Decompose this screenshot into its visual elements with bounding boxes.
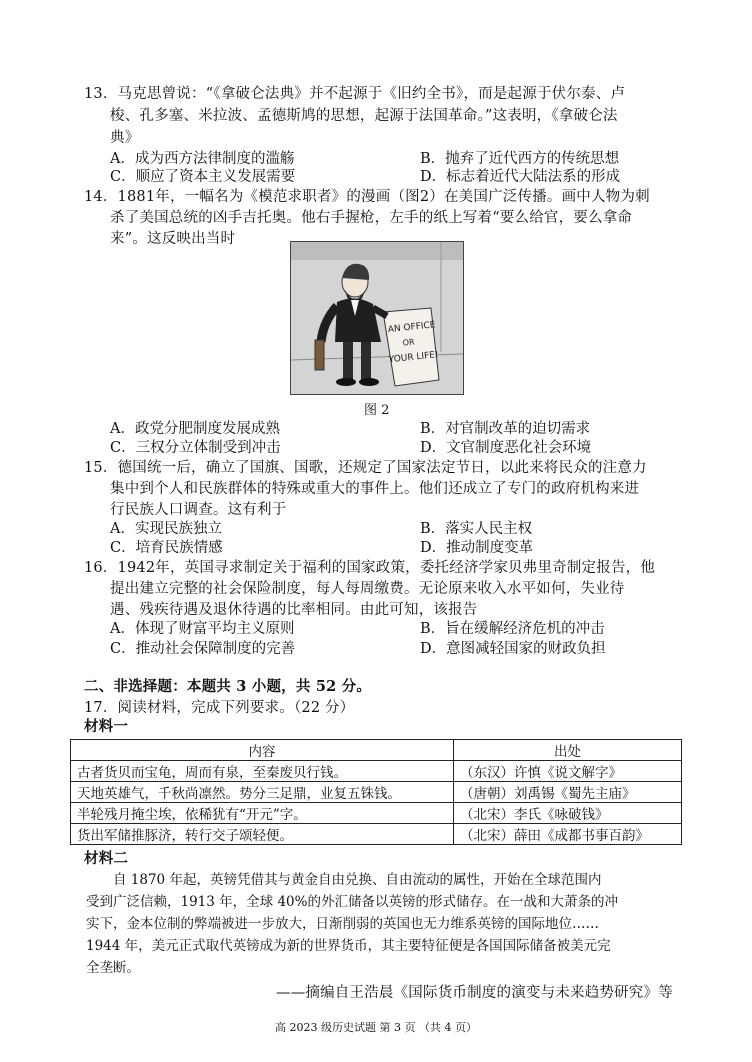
- q16-option-b: B．旨在缓解经济危机的冲击: [420, 621, 605, 637]
- material-2-label: 材料二: [84, 850, 129, 867]
- q16-option-c: C．推动社会保障制度的完善: [110, 641, 296, 657]
- q14-option-a: A．政党分肥制度发展成熟: [110, 421, 280, 437]
- cartoon-paper-line-2: OR: [402, 337, 416, 348]
- q15-option-a: A．实现民族独立: [110, 521, 222, 537]
- table-cell-source: （北宋）李氏《咏破钱》: [454, 803, 682, 824]
- q15-line-1: 15．德国统一后，确立了国旗、国歌，还规定了国家法定节日，以此来将民众的注意力: [84, 460, 647, 476]
- cartoon-paper-line-3: YOUR LIFE!: [388, 350, 440, 366]
- q14-option-c: C．三权分立体制受到冲击: [110, 440, 281, 456]
- q16-line-1: 16．1942年，英国寻求制定关于福利的国家政策，委托经济学家贝弗里奇制定报告，他: [84, 560, 656, 576]
- table-cell-content: 古者货贝而宝龟，周而有泉，至秦废贝行钱。: [71, 761, 454, 782]
- q14-line-3: 来”。这反映出当时: [110, 231, 236, 247]
- q16-line-3: 遇、残疾待遇及退休待遇的比率相同。由此可知，该报告: [110, 602, 478, 618]
- cartoon-paper-line-1: AN OFFICE: [387, 320, 436, 336]
- figure-caption: 图 2: [364, 403, 390, 418]
- material-2-line-1: 自 1870 年起，英镑凭借其与黄金自由兑换、自由流动的属性，开始在全球范围内: [113, 872, 602, 888]
- material-2-source: ——摘编自王浩晨《国际货币制度的演变与未来趋势研究》等: [276, 985, 673, 1001]
- q17-prompt: 17．阅读材料，完成下列要求。（22 分）: [84, 700, 355, 716]
- q13-line-1: 13．马克思曾说：“《拿破仑法典》并不起源于《旧约全书》，而是起源于伏尔泰、卢: [84, 86, 626, 102]
- q14-line-2: 杀了美国总统的凶手吉托奥。他右手握枪，左手的纸上写着“要么给官，要么拿命: [110, 210, 633, 226]
- q15-line-3: 行民族人口调查。这有利于: [110, 502, 287, 518]
- cartoon-figure: [290, 241, 464, 395]
- q16-option-d: D．意图减轻国家的财政负担: [420, 641, 606, 657]
- table-header-row: [71, 740, 682, 761]
- material-1-label: 材料一: [84, 718, 129, 735]
- q14-option-b: B．对官制改革的迫切需求: [420, 421, 591, 437]
- page-footer: 高 2023 级历史试题 第 3 页 （共 4 页）: [275, 1021, 477, 1034]
- q13-option-d: D．标志着近代大陆法系的形成: [420, 169, 621, 185]
- table-header-source: 出处: [454, 740, 682, 761]
- table-row: [71, 803, 682, 824]
- table-cell-source: （北宋）薛田《成都书事百韵》: [454, 824, 682, 845]
- table-cell-source: （唐朝）刘禹锡《蜀先主庙》: [454, 782, 682, 803]
- material-2-line-4: 1944 年，美元正式取代英镑成为新的世界货币，其主要特征便是各国国际储备被美元完: [86, 938, 611, 954]
- q13-option-b: B．抛弃了近代西方的传统思想: [420, 151, 620, 167]
- q15-line-2: 集中到个人和民族群体的特殊或重大的事件上。他们还成立了专门的政府机构来进: [110, 481, 640, 497]
- table-row: [71, 761, 682, 782]
- section-heading: 二、非选择题：本题共 3 小题，共 52 分。: [84, 678, 372, 695]
- q14-option-d: D．文官制度恶化社会环境: [420, 440, 592, 456]
- material-2-line-5: 全垄断。: [86, 960, 140, 976]
- table-cell-content: 半轮残月掩尘埃，依稀犹有“开元”字。: [71, 803, 454, 824]
- cartoon-illustration: [291, 242, 463, 394]
- table-row: [71, 782, 682, 803]
- q16-option-a: A．体现了财富平均主义原则: [110, 621, 295, 637]
- q13-line-2: 梭、孔多塞、米拉波、孟德斯鸠的思想，起源于法国革命。”这表明，《拿破仑法: [110, 108, 618, 124]
- table-header-content: 内容: [71, 740, 454, 761]
- q15-option-d: D．推动制度变革: [420, 540, 534, 556]
- material-2-line-2: 受到广泛信赖，1913 年，全球 40%的外汇储备以英镑的形式储存。在一战和大萧条的冲: [86, 894, 618, 910]
- q13-option-c: C．顺应了资本主义发展需要: [110, 169, 296, 185]
- q15-option-b: B．落实人民主权: [420, 521, 533, 537]
- q16-line-2: 提出建立完整的社会保险制度，每人每周缴费。无论原来收入水平如何，失业待: [110, 581, 625, 597]
- material-1-table: [70, 739, 682, 845]
- q15-option-c: C．培育民族情感: [110, 540, 223, 556]
- table-cell-content: 货出军储推豚济，转行交子颂轻便。: [71, 824, 454, 845]
- q13-option-a: A．成为西方法律制度的滥觞: [110, 151, 295, 167]
- q14-line-1: 14．1881年，一幅名为《模范求职者》的漫画（图2）在美国广泛传播。画中人物为刺: [84, 189, 650, 205]
- table-cell-content: 天地英雄气，千秋尚凛然。势分三足鼎，业复五铢钱。: [71, 782, 454, 803]
- q13-line-3: 典》: [110, 130, 140, 146]
- table-row: [71, 824, 682, 845]
- table-cell-source: （东汉）许慎《说文解字》: [454, 761, 682, 782]
- material-2-line-3: 实下，金本位制的弊端被进一步放大，日渐削弱的英国也无力维系英镑的国际地位……: [86, 916, 599, 932]
